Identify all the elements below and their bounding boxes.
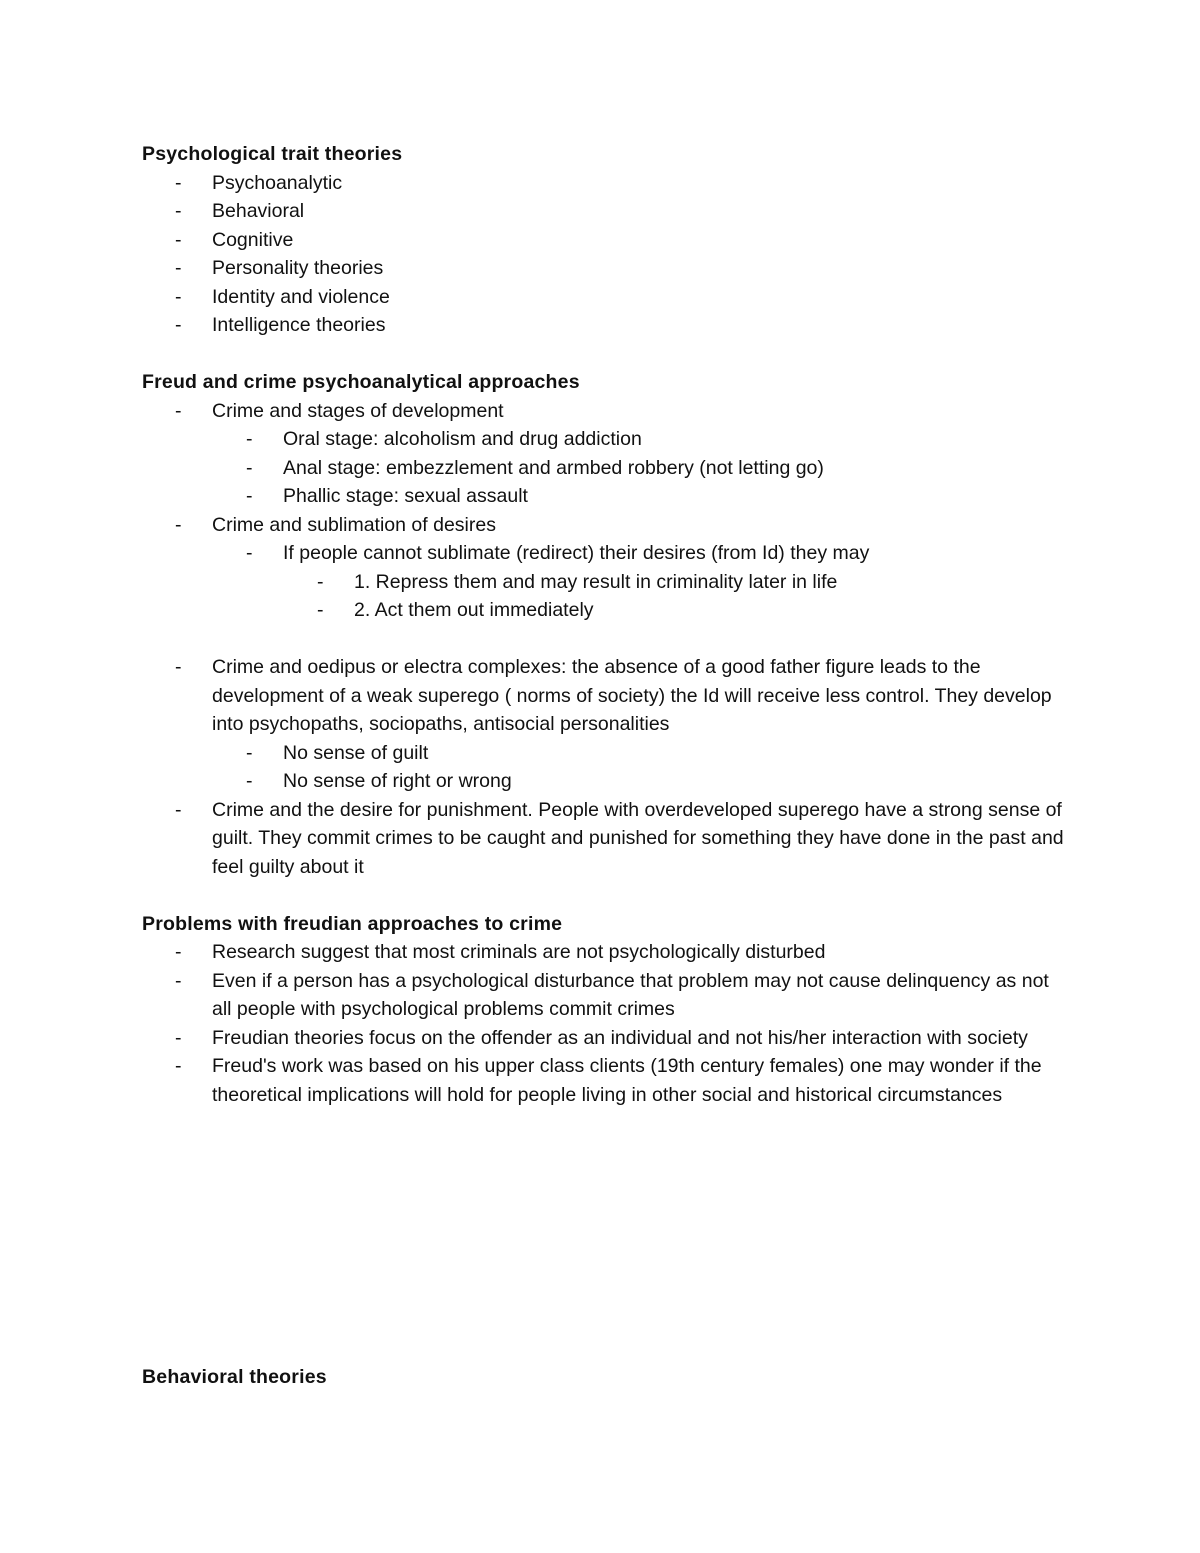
dash-bullet: - (175, 656, 182, 678)
bullet-list (142, 397, 1072, 426)
dash-bullet: - (175, 228, 182, 251)
spacer (142, 340, 1072, 369)
dash-bullet: - (175, 941, 182, 963)
spacer (142, 625, 1072, 654)
bullet-list (142, 938, 1072, 1109)
list-item: - Crime and stages of development (142, 397, 1072, 426)
dash-bullet: - (175, 969, 182, 992)
list-item: - Freud's work was based on his upper class clients (19th century females) one may wonder if the theoretical implications will hold for people living in other social and historical circumstances (142, 1052, 1072, 1109)
dash-bullet: - (175, 171, 182, 194)
nested-bullet-list (142, 568, 1072, 625)
list-item: - If people cannot sublimate (redirect) their desires (from Id) they may (142, 539, 1072, 568)
dash-bullet: - (246, 485, 253, 507)
dash-bullet: - (175, 513, 182, 536)
list-item: - Personality theories (142, 254, 1072, 283)
list-item: - 2. Act them out immediately (142, 596, 1072, 625)
bullet-list (142, 653, 1072, 739)
section-heading: Freud and crime psychoanalytical approaches (142, 371, 580, 393)
document-body (142, 140, 1072, 1109)
section-heading: Problems with freudian approaches to crime (142, 912, 563, 935)
list-item: - Even if a person has a psychological disturbance that problem may not cause delinquency as not all people with psychological problems commit crimes (142, 967, 1072, 1024)
dash-bullet: - (175, 798, 182, 821)
list-item: - No sense of right or wrong (142, 767, 1072, 796)
bullet-list (142, 511, 1072, 540)
dash-bullet: - (246, 542, 253, 564)
dash-bullet: - (175, 200, 182, 222)
bullet-list (142, 796, 1072, 882)
dash-bullet: - (317, 599, 324, 621)
nested-bullet-list (142, 739, 1072, 796)
list-item: - Behavioral (142, 197, 1072, 226)
list-item: - Oral stage: alcoholism and drug addiction (142, 425, 1072, 454)
bullet-list (142, 169, 1072, 340)
dash-bullet: - (175, 399, 182, 422)
dash-bullet: - (317, 570, 324, 593)
list-item: - Phallic stage: sexual assault (142, 482, 1072, 511)
list-item: - Intelligence theories (142, 311, 1072, 340)
nested-bullet-list (142, 425, 1072, 511)
list-item: - Research suggest that most criminals are not psychologically disturbed (142, 938, 1072, 967)
list-item: - Crime and oedipus or electra complexes: the absence of a good father figure leads to the development of a weak superego ( norms of society) the Id will receive less control. They develop into psychopaths, sociopaths, antisocial personalities (142, 653, 1072, 739)
list-item: - Crime and sublimation of desires (142, 511, 1072, 540)
section-heading: Behavioral theories (142, 1366, 327, 1388)
dash-bullet: - (175, 257, 182, 279)
spacer (142, 881, 1072, 910)
section-heading: Psychological trait theories (142, 143, 403, 165)
dash-bullet: - (246, 428, 253, 450)
dash-bullet: - (246, 770, 253, 792)
list-item: - Psychoanalytic (142, 169, 1072, 198)
dash-bullet: - (246, 456, 253, 479)
dash-bullet: - (175, 1026, 182, 1049)
dash-bullet: - (175, 1055, 182, 1077)
list-item: - 1. Repress them and may result in criminality later in life (142, 568, 1072, 597)
list-item: - Identity and violence (142, 283, 1072, 312)
dash-bullet: - (175, 285, 182, 308)
list-item: - No sense of guilt (142, 739, 1072, 768)
dash-bullet: - (246, 741, 253, 764)
list-item: - Crime and the desire for punishment. People with overdeveloped superego have a strong sense of guilt. They commit crimes to be caught and punished for something they have done in the past and feel guilty about it (142, 796, 1072, 882)
list-item: - Freudian theories focus on the offender as an individual and not his/her interaction with society (142, 1024, 1072, 1053)
dash-bullet: - (175, 314, 182, 336)
list-item: - Cognitive (142, 226, 1072, 255)
nested-bullet-list (142, 539, 1072, 568)
list-item: - Anal stage: embezzlement and armbed robbery (not letting go) (142, 454, 1072, 483)
